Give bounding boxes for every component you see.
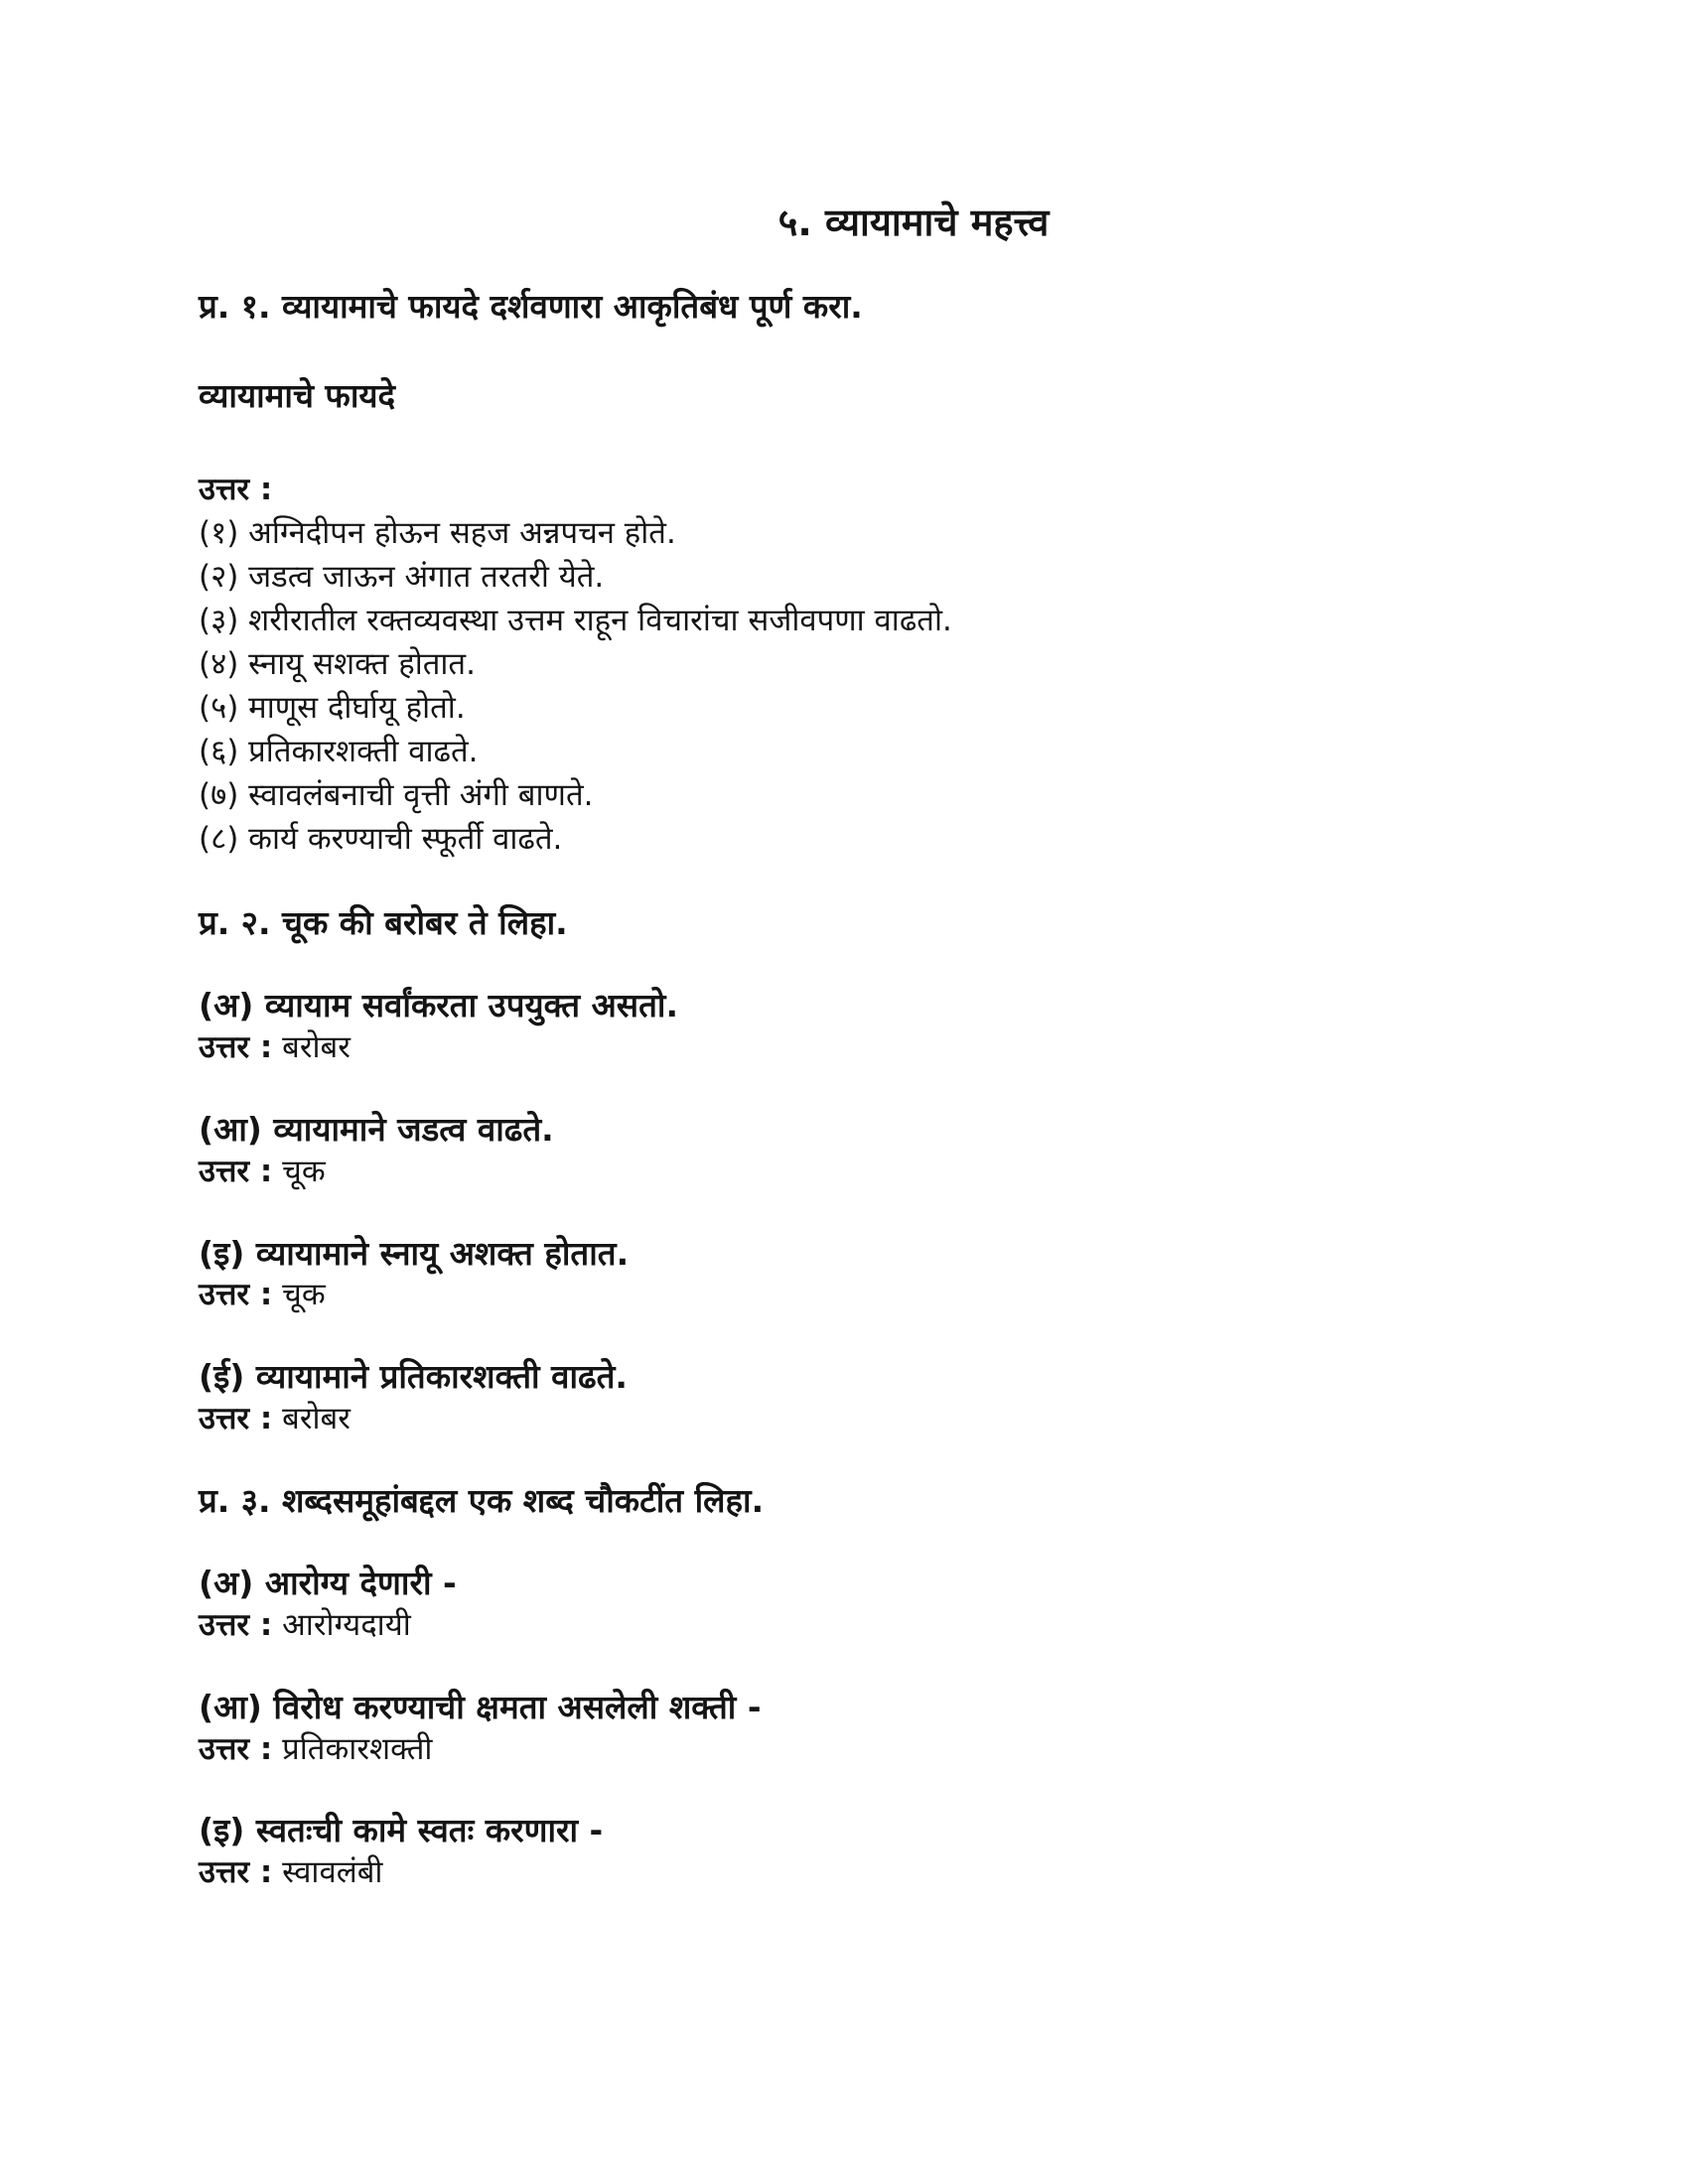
question-2: [199, 902, 1489, 1440]
item-question: (अ) आरोग्य देणारी -: [199, 1563, 457, 1602]
item-question: (इ) स्वतःची कामे स्वतः करणारा -: [199, 1811, 604, 1850]
answer-label: उत्तर :: [199, 1401, 273, 1437]
question-2-heading: प्र. २. चूक की बरोबर ते लिहा.: [199, 903, 568, 943]
answer-value: चूक: [282, 1153, 326, 1189]
answer-value: आरोग्यदायी: [282, 1606, 411, 1643]
list-item: (४) स्नायू सशक्त होतात.: [199, 646, 476, 683]
item-question: (इ) व्यायामाने स्नायू अशक्त होतात.: [199, 1233, 630, 1273]
list-item: (६) प्रतिकारशक्ती वाढते.: [199, 734, 479, 770]
item-answer: [199, 1605, 1489, 1647]
item-answer: [199, 1152, 1489, 1193]
item-question: (ई) व्यायामाने प्रतिकारशक्ती वाढते.: [199, 1357, 628, 1397]
question-1-heading: प्र. १. व्यायामाचे फायदे दर्शवणारा आकृतिबंध पूर्ण करा.: [199, 286, 863, 326]
question-1-answer-label: उत्तर :: [199, 472, 273, 508]
item-question: (अ) व्यायाम सर्वांकरता उपयुक्त असतो.: [199, 986, 679, 1025]
true-false-item: [199, 1109, 1489, 1193]
list-item: (५) माणूस दीर्घायू होतो.: [199, 690, 466, 727]
item-answer: [199, 1852, 1489, 1894]
true-false-item: [199, 1356, 1489, 1440]
list-item: (१) अग्निदीपन होऊन सहज अन्नपचन होते.: [199, 515, 676, 552]
list-item: (८) कार्य करण्याची स्फूर्ती वाढते.: [199, 821, 563, 858]
document-page: [199, 179, 1489, 1894]
true-false-item: [199, 985, 1489, 1069]
item-answer: [199, 1399, 1489, 1440]
one-word-item: [199, 1563, 1489, 1647]
item-question: (आ) व्यायामाने जडत्व वाढते.: [199, 1109, 554, 1149]
question-3: [199, 1480, 1489, 1894]
item-answer: [199, 1729, 1489, 1771]
answer-label: उत्तर :: [199, 1854, 273, 1891]
page-title: ५. व्यायामाचे महत्त्व: [777, 201, 1050, 244]
one-word-item: [199, 1810, 1489, 1894]
answer-value: प्रतिकारशक्ती: [282, 1730, 433, 1767]
list-item: (३) शरीरातील रक्तव्यवस्था उत्तम राहून विचारांचा सजीवपणा वाढतो.: [199, 603, 952, 639]
list-item: (७) स्वावलंबनाची वृत्ती अंगी बाणते.: [199, 777, 594, 814]
answer-value: बरोबर: [282, 1029, 351, 1065]
question-1-subheading: व्यायामाचे फायदे: [199, 376, 396, 416]
question-3-heading: प्र. ३. शब्दसमूहांबद्दल एक शब्द चौकटींत लिहा.: [199, 1481, 765, 1521]
one-word-item: [199, 1687, 1489, 1771]
answer-value: स्वावलंबी: [282, 1854, 383, 1891]
answer-label: उत्तर :: [199, 1606, 273, 1643]
question-1: [199, 286, 1489, 862]
answer-label: उत्तर :: [199, 1730, 273, 1767]
answer-value: चूक: [282, 1277, 326, 1313]
item-question: (आ) विरोध करण्याची क्षमता असलेली शक्ती -: [199, 1687, 762, 1726]
answer-label: उत्तर :: [199, 1029, 273, 1065]
answer-label: उत्तर :: [199, 1277, 273, 1313]
item-answer: [199, 1027, 1489, 1069]
list-item: (२) जडत्व जाऊन अंगात तरतरी येते.: [199, 559, 605, 596]
true-false-item: [199, 1233, 1489, 1317]
answer-label: उत्तर :: [199, 1153, 273, 1189]
answer-value: बरोबर: [282, 1401, 351, 1437]
benefits-list: [199, 511, 1489, 861]
item-answer: [199, 1275, 1489, 1316]
